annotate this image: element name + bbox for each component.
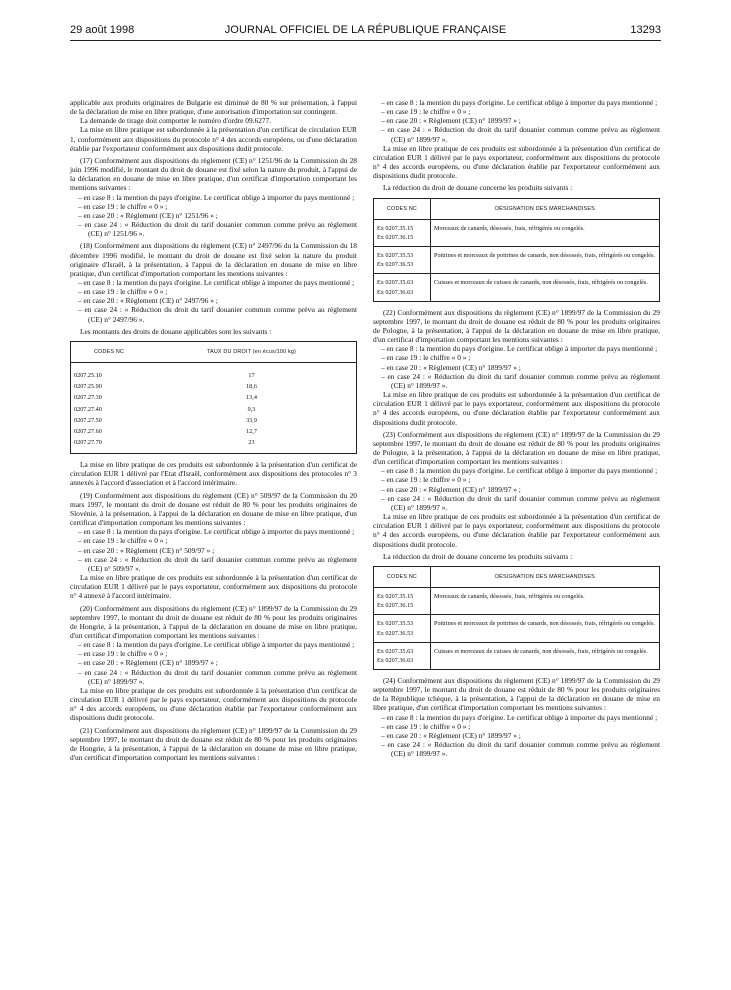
paragraph: Les montants des droits de douane applicables sont les suivants : [80, 326, 272, 336]
list-item: – en case 20 : « Règlement (CE) n° 1899/97 » ; [381, 484, 521, 494]
list-item: – en case 20 : « Règlement (CE) n° 1899/97 » ; [381, 362, 521, 372]
table-cell-rate: 18,6 [246, 383, 257, 391]
paragraph-18: (18) Conformément aux dispositions du règlement (CE) n° 2497/96 du la Commission du 18 décembre 1996 modifié, le montant du droit de douane est fixé selon la nature du produit originaire d'Israël, à la présentation, à l'appui de la déclaration en douane de mise en libre pratique, d'un certificat d'importation comportant les mentions suivantes : [70, 241, 357, 278]
paragraph-24: (24) Conformément aux dispositions du règlement (CE) n° 1899/97 de la Commission du 29 septembre 1997, le montant du droit de douane est réduit de 80 % pour les produits originaires de la République tchèque, à la présentation, à l'appui de la déclaration en douane de mise en libre pratique, d'un certificat d'importation comportant les mentions suivantes : [373, 675, 660, 713]
table-cell-codes: Ex 0207.35.53 Ex 0207.36.53 [374, 247, 431, 274]
list-item: – en case 20 : « Règlement (CE) n° 1899/97 » ; [78, 658, 218, 668]
table-cell-codes: Ex 0207.35.15 Ex 0207.36.15 [374, 219, 431, 246]
table-header-rate: TAUX DU DROIT (en écus/100 kg) [147, 341, 357, 362]
paragraph-21: (21) Conformément aux dispositions du règlement (CE) n° 1899/97 de la Commission du 29 septembre 1997, le montant du droit de douane est réduit de 80 % pour les produits originaires de Hongrie, à la présentation, à l'appui de la déclaration en douane de mise en libre pratique, d'un certificat d'importation comportant les mentions suivantes : [70, 725, 357, 762]
page-header [70, 22, 661, 38]
paragraph: La réduction du droit de douane concerne les produits suivants : [383, 183, 573, 193]
list-item: – en case 19 : le chiffre « 0 » ; [78, 201, 168, 211]
goods-table-1 [373, 198, 660, 302]
list-item: – en case 8 : la mention du pays d'origine. Le certificat oblige à importer du pays mentionné ; [78, 527, 355, 537]
list-item: – en case 8 : la mention du pays d'origine. Le certificat oblige à importer du pays mentionné ; [381, 344, 658, 354]
list-item: – en case 19 : le chiffre « 0 » ; [78, 536, 168, 546]
list-item: – en case 8 : la mention du pays d'origine. Le certificat oblige à importer du pays mentionné ; [78, 192, 355, 202]
table-cell-codes: Ex 0207.35.15 Ex 0207.36.15 [374, 588, 431, 615]
list-item: – en case 8 : la mention du pays d'origine. Le certificat oblige à importer du pays mentionné ; [78, 640, 355, 650]
paragraph: applicable aux produits originaires de Bulgarie est diminué de 80 % sur présentation, à l'appui de la déclaration de mise en libre pratique, d'une autorisation d'importation sur contingent. [70, 98, 357, 117]
table-cell-rate: 9,3 [247, 405, 256, 413]
paragraph-19: (19) Conformément aux dispositions du règlement (CE) n° 509/97 de la Commission du 20 mars 1997, le montant du droit de douane est réduit de 80 % pour les produits originaires de Slovénie, à la présentation, à l'appui de la déclaration en douane de mise en libre pratique, d'un certificat d'importation comportant les mentions suivantes : [70, 490, 357, 528]
list-item: – en case 20 : « Règlement (CE) n° 1899/97 » ; [381, 116, 521, 126]
table-cell-code: 0207.25.90 [74, 383, 102, 391]
paragraph: La mise en libre pratique de ces produits est subordonnée à la présentation d'un certificat de circulation EUR 1 délivré par le pays exportateur, conformément aux dispositions du protocole n° 4 des accords européens, ou d'une déclaration établie par l'exportateur conformément aux dispositions dudit protocole. [70, 685, 357, 723]
table-cell-designation: Morceaux de canards, désossés, frais, réfrigérés ou congelés. [431, 219, 660, 246]
list-item: – en case 19 : le chiffre « 0 » ; [381, 721, 471, 731]
table-cell-codes: Ex 0207.35.63 Ex 0207.36.63 [374, 274, 431, 301]
right-column [373, 98, 660, 758]
list-item: – en case 19 : le chiffre « 0 » ; [78, 649, 168, 659]
paragraph: La mise en libre pratique de ces produits est subordonnée à la présentation d'un certificat de circulation EUR 1 délivré par le pays exportateur, conformément aux dispositions du protocole n° 4 des accords européens, ou d'une déclaration établie par l'exportateur conformément aux dispositions dudit protocole. [373, 512, 660, 549]
table-cell-designation: Cuisses et morceaux de cuisses de canards, non désossés, frais, réfrigérés ou congelés. [431, 642, 660, 669]
paragraph: La mise en libre pratique est subordonnée à la présentation d'un certificat de circulation EUR 1, conformément aux dispositions du protocole n° 4 des accords européens, ou d'une déclaration établie par l'exportateur conformément aux dispositions dudit protocole. [70, 125, 357, 153]
list-item: – en case 8 : la mention du pays d'origine. Le certificat oblige à importer du pays mentionné ; [381, 98, 658, 107]
left-column [70, 98, 357, 762]
table-cell-rate: 12,7 [246, 427, 257, 435]
list-item: – en case 24 : « Réduction du droit du tarif douanier commun comme prévu au règlement (CE) n° 2497/96 ». [78, 305, 357, 324]
table-cell-code: 0207.27.70 [74, 439, 102, 446]
table-cell-code: 0207.27.50 [74, 416, 102, 424]
list-item: – en case 20 : « Règlement (CE) n° 509/97 » ; [78, 545, 215, 555]
paragraph-17: (17) Conformément aux dispositions du règlement (CE) n° 1251/96 de la Commission du 28 juin 1996 modifié, le montant du droit de douane est fixé selon la nature du produit, à l'appui de la déclaration en douane de mise en libre pratique, d'un certificat d'importation comportant les mentions suivantes : [70, 155, 357, 193]
list-item: – en case 20 : « Règlement (CE) n° 1899/97 » ; [381, 730, 521, 740]
list-item: – en case 24 : « Réduction du droit du tarif douanier commun comme prévu au règlement (CE) n° 1899/97 ». [381, 493, 660, 512]
list-item: – en case 8 : la mention du pays d'origine. Le certificat oblige à importer du pays mentionné ; [381, 466, 658, 476]
paragraph-22: (22) Conformément aux dispositions du règlement (CE) n° 1899/97 de la Commission du 29 septembre 1997, le montant du droit de douane est réduit de 80 % pour les produits originaires de Pologne, à la présentation, à l'appui de la déclaration en douane de mise en libre pratique, d'un certificat d'importation comportant les mentions suivantes : [373, 307, 660, 345]
list-item: – en case 24 : « Réduction du droit du tarif douanier commun comme prévu au règlement (CE) n° 1899/97 ». [78, 667, 357, 686]
goods-table-2 [373, 566, 660, 670]
header-rule [70, 40, 661, 41]
list-item: – en case 24 : « Réduction du droit du tarif douanier commun comme prévu au règlement (CE) n° 1899/97 ». [381, 125, 660, 144]
list-item: – en case 24 : « Réduction du droit du tarif douanier commun comme prévu au règlement (CE) n° 1251/96 ». [78, 220, 357, 239]
paragraph: La réduction du droit de douane concerne les produits suivants : [383, 551, 573, 561]
list-item: – en case 19 : le chiffre « 0 » ; [381, 475, 471, 485]
table-cell-rate: 33,9 [246, 416, 257, 424]
table-header-codes: CODES NC [374, 566, 431, 587]
table-cell-designation: Morceaux de canards, désossés, frais, réfrigérés ou congelés. [431, 588, 660, 615]
page-number: 13293 [630, 24, 661, 36]
table-cell-code: 0207.27.40 [74, 405, 102, 413]
list-item: – en case 20 : « Règlement (CE) n° 1251/96 » ; [78, 210, 218, 220]
list-item: – en case 19 : le chiffre « 0 » ; [381, 107, 471, 117]
table-cell-rate: 17 [248, 372, 255, 380]
table-cell-code: 0207.25.10 [74, 372, 102, 380]
table-cell-rate: 13,4 [246, 394, 257, 402]
issue-date: 29 août 1998 [70, 24, 135, 36]
paragraph: La mise en libre pratique de ces produits est subordonnée à la présentation d'un certificat de circulation EUR 1 délivré par le pays exportateur, conformément aux dispositions du protocole n° 4 des accords européens, ou d'une déclaration établie par l'exportateur conformément aux dispositions dudit protocole. [373, 390, 660, 427]
table-cell-codes: Ex 0207.35.53 Ex 0207.36.53 [374, 615, 431, 642]
table-header-designation: DÉSIGNATION DES MARCHANDISES [431, 198, 660, 219]
list-item: – en case 24 : « Réduction du droit du tarif douanier commun comme prévu au règlement (CE) n° 1899/97 ». [381, 740, 660, 759]
table-cell-designation: Cuisses et morceaux de cuisses de canards, non désossés, frais, réfrigérés ou congelés. [431, 274, 660, 301]
paragraph: La mise en libre pratique de ces produits est subordonnée à la présentation d'un certificat de circulation EUR 1 délivré par le pays exportateur, conformément aux dispositions du protocole n° 4 des accords européens, ou d'une déclaration établie par l'exportateur conformément aux dispositions dudit protocole. [373, 143, 660, 181]
table-header-codes: CODES NC [374, 198, 431, 219]
list-item: – en case 19 : le chiffre « 0 » ; [78, 287, 168, 297]
list-item: – en case 19 : le chiffre « 0 » ; [381, 353, 471, 363]
list-item: – en case 8 : la mention du pays d'origine. Le certificat oblige à importer du pays mentionné ; [78, 277, 355, 287]
list-item: – en case 24 : « Réduction du droit du tarif douanier commun comme prévu au règlement (CE) n° 509/97 ». [78, 554, 357, 573]
table-header-codes: CODES NC [71, 341, 148, 362]
paragraph-23: (23) Conformément aux dispositions du règlement (CE) n° 1899/97 de la Commission du 29 septembre 1997, le montant du droit de douane est réduit de 80 % pour les produits originaires de Pologne, à la présentation, à l'appui de la déclaration en douane de mise en libre pratique, d'un certificat d'importation comportant les mentions suivantes : [373, 429, 660, 467]
paragraph: La mise en libre pratique de ces produits est subordonnée à la présentation d'un certificat de circulation EUR 1 délivré par le pays exportateur, conformément aux dispositions du protocole n° 4 annexé à l'accord intérimaire. [70, 573, 357, 601]
paragraph: La demande de tirage doit comporter le numéro d'ordre 09.6277. [80, 116, 272, 126]
rates-table [70, 341, 357, 454]
paragraph: La mise en libre pratique de ces produits est subordonnée à la présentation d'un certificat de circulation EUR 1 délivré par l'Etat d'Israël, conformément aux dispositions des protocoles n° 3 annexés à l'accord d'association et à l'accord intérimaire. [70, 460, 357, 488]
table-cell-code: 0207.27.60 [74, 427, 102, 435]
table-cell-codes: Ex 0207.35.63 Ex 0207.36.63 [374, 642, 431, 669]
table-cell-rate: 23 [248, 439, 255, 446]
list-item: – en case 8 : la mention du pays d'origine. Le certificat oblige à importer du pays mentionné ; [381, 712, 658, 722]
table-header-designation: DÉSIGNATION DES MARCHANDISES [431, 566, 660, 587]
table-cell-code: 0207.27.30 [74, 394, 102, 402]
table-cell-designation: Poitrines et morceaux de poitrines de canards, non désossés, frais, réfrigérés ou congelés. [431, 247, 660, 274]
journal-title: JOURNAL OFFICIEL DE LA RÉPUBLIQUE FRANÇAISE [224, 24, 507, 36]
list-item: – en case 24 : « Réduction du droit du tarif douanier commun comme prévu au règlement (CE) n° 1899/97 ». [381, 371, 660, 390]
table-cell-designation: Poitrines et morceaux de poitrines de canards, non désossés, frais, réfrigérés ou congelés. [431, 615, 660, 642]
paragraph-20: (20) Conformément aux dispositions du règlement (CE) n° 1899/97 de la Commission du 29 septembre 1997, le montant du droit de douane est réduit de 80 % pour les produits originaires de Hongrie, à la présentation, à l'appui de la déclaration en douane de mise en libre pratique, d'un certificat d'importation comportant les mentions suivantes : [70, 603, 357, 640]
list-item: – en case 20 : « Règlement (CE) n° 2497/96 » ; [78, 296, 218, 306]
